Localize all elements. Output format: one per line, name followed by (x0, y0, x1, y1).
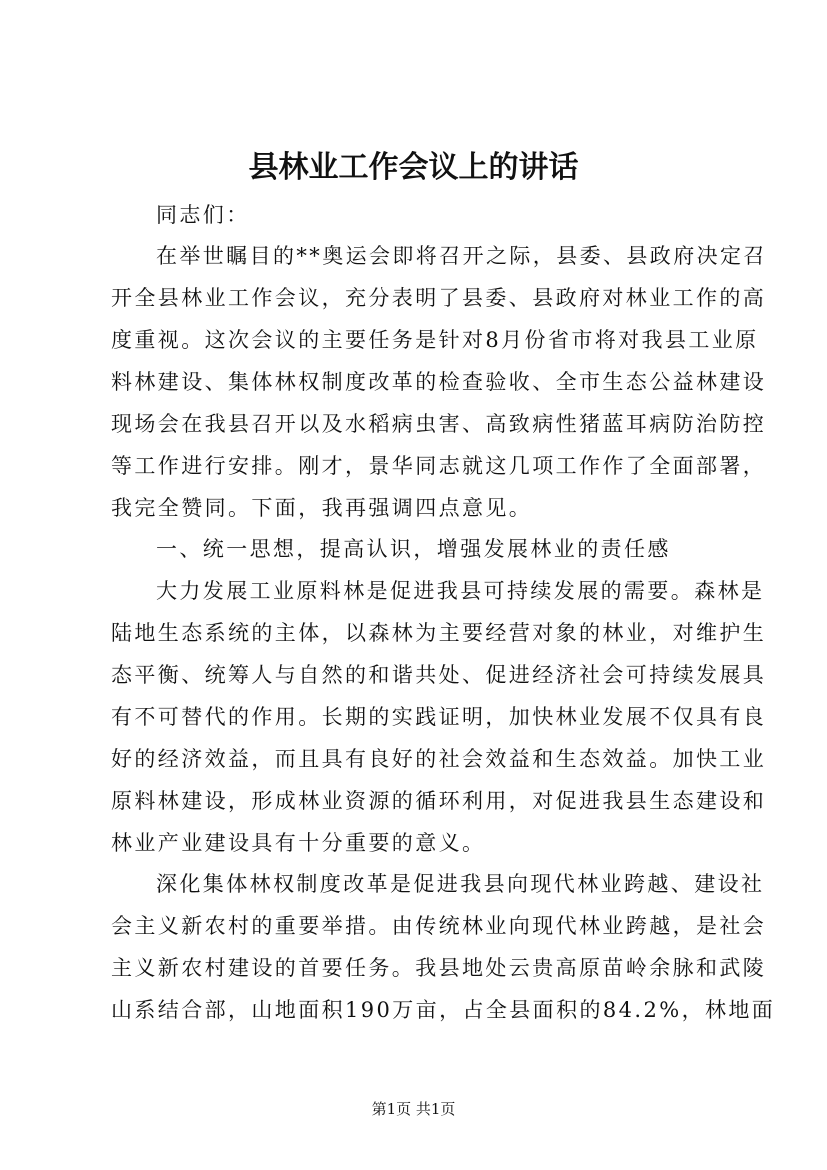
document-title: 县林业工作会议上的讲话 (248, 150, 579, 185)
text-line: 有不可替代的作用。长期的实践证明，加快林业发展不仅具有良 (111, 705, 767, 729)
page-footer: 第1页 共1页 (371, 1100, 456, 1118)
text-line: 深化集体林权制度改革是促进我县向现代林业跨越、建设社 (156, 872, 765, 896)
text-line: 会主义新农村的重要举措。由传统林业向现代林业跨越，是社会 (111, 914, 767, 938)
text-line: 林业产业建设具有十分重要的意义。 (111, 831, 486, 855)
text-line: 等工作进行安排。刚才，景华同志就这几项工作作了全面部署， (111, 454, 767, 478)
text-line: 态平衡、统筹人与自然的和谐共处、促进经济社会可持续发展具 (111, 663, 767, 687)
text-line: 开全县林业工作会议，充分表明了县委、县政府对林业工作的高 (111, 286, 767, 310)
text-line: 大力发展工业原料林是促进我县可持续发展的需要。森林是 (156, 579, 765, 603)
text-line: 我完全赞同。下面，我再强调四点意见。 (111, 496, 533, 520)
salutation: 同志们： (156, 203, 250, 227)
text-line: 主义新农村建设的首要任务。我县地处云贵高原苗岭余脉和武陵 (111, 956, 767, 980)
text-line: 原料林建设，形成林业资源的循环利用，对促进我县生态建设和 (111, 789, 767, 813)
section-heading: 一、统一思想，提高认识，增强发展林业的责任感 (156, 537, 671, 561)
text-line: 料林建设、集体林权制度改革的检查验收、全市生态公益林建设 (111, 370, 767, 394)
text-line: 山系结合部，山地面积190万亩，占全县面积的84.2%，林地面 (111, 998, 776, 1022)
text-line: 陆地生态系统的主体，以森林为主要经营对象的林业，对维护生 (111, 621, 767, 645)
text-line: 在举世瞩目的**奥运会即将召开之际，县委、县政府决定召 (156, 244, 767, 268)
text-line: 好的经济效益，而且具有良好的社会效益和生态效益。加快工业 (111, 747, 767, 771)
text-line: 现场会在我县召开以及水稻病虫害、高致病性猪蓝耳病防治防控 (111, 412, 767, 436)
text-line: 度重视。这次会议的主要任务是针对8月份省市将对我县工业原 (111, 328, 759, 352)
